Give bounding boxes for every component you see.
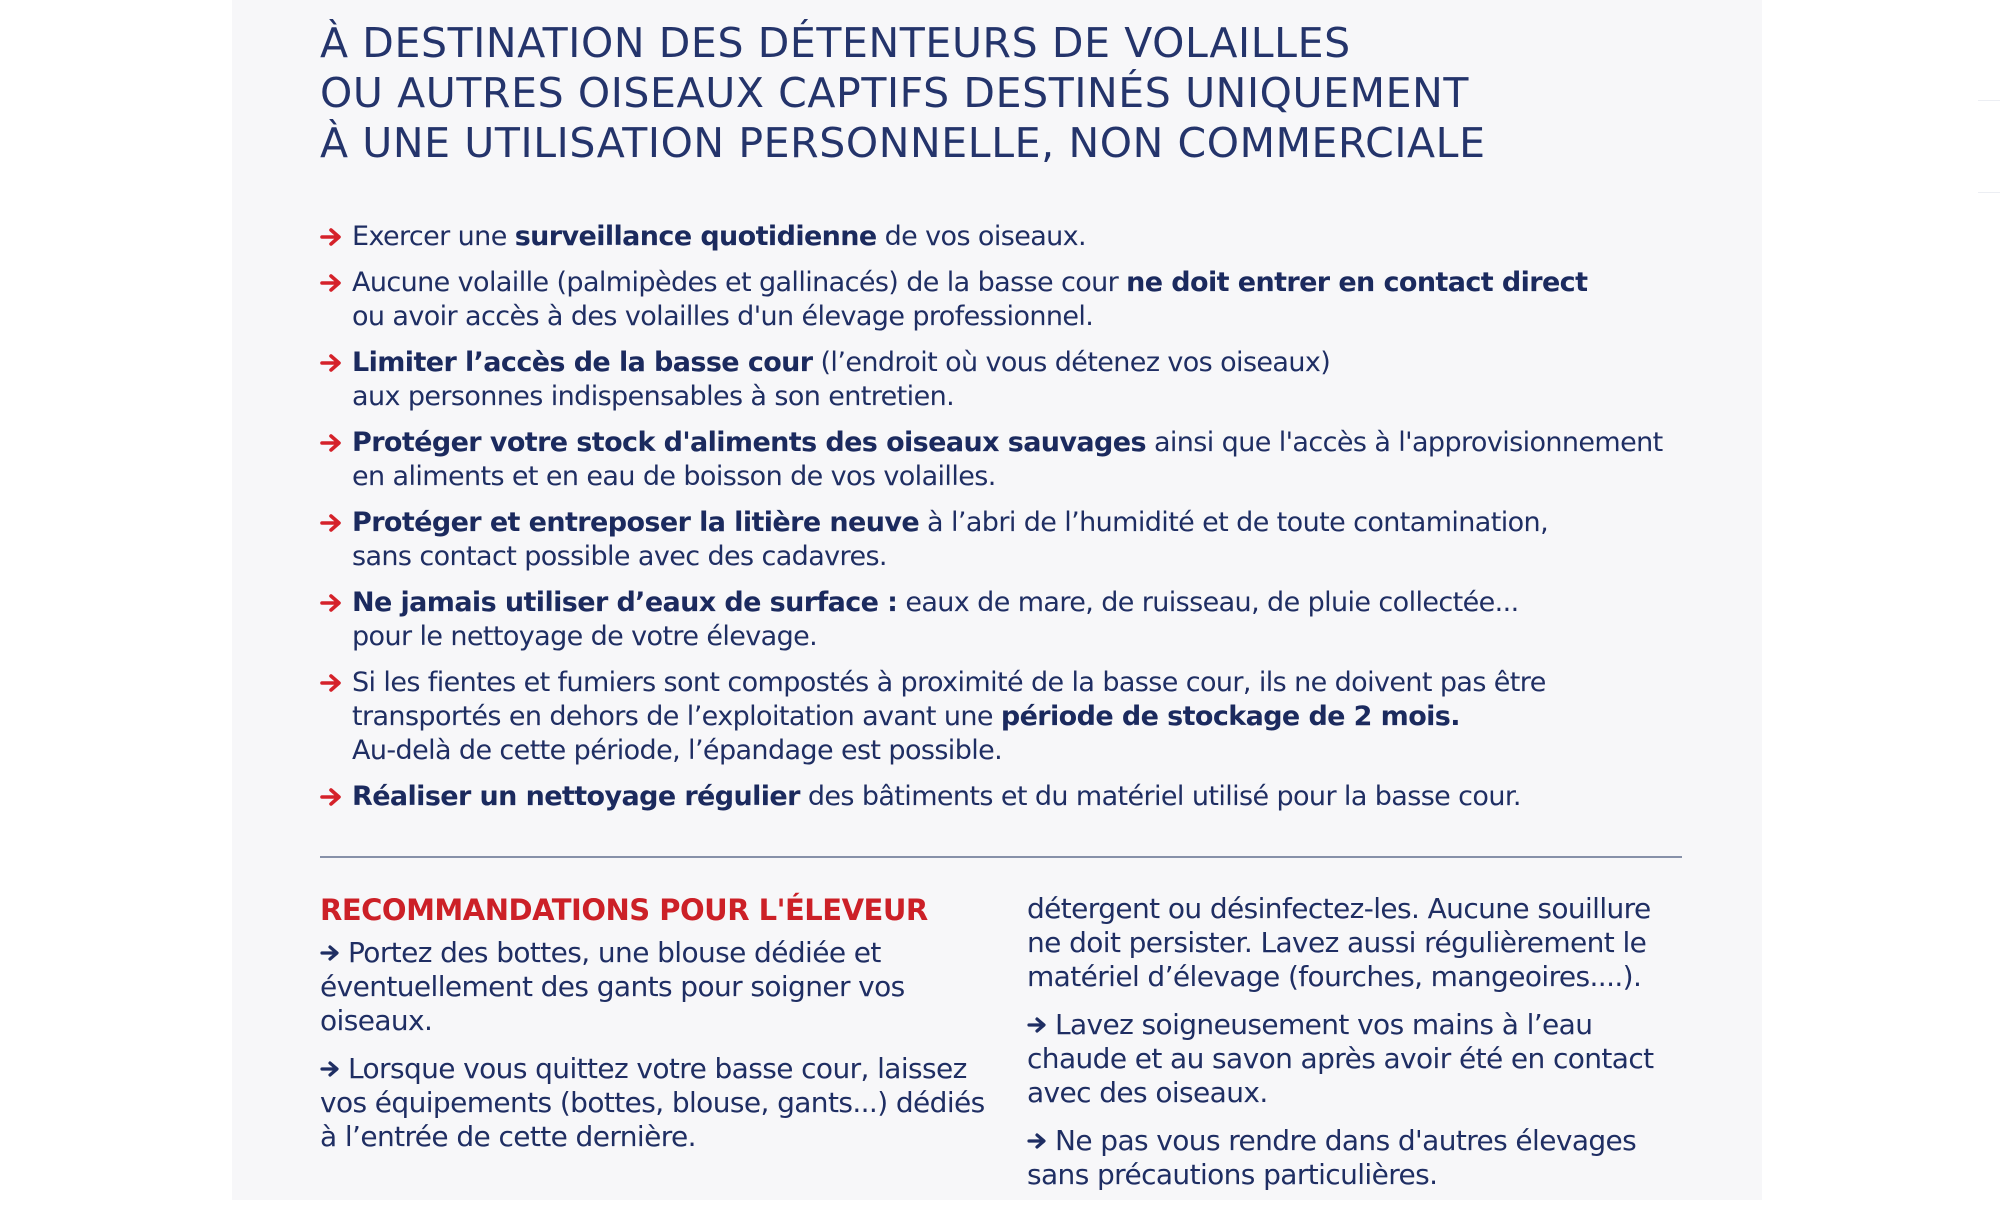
measure-emphasis: Protéger et entreposer la litière neuve (352, 507, 920, 538)
measure-line (352, 266, 1650, 300)
red-arrow-icon (320, 668, 344, 698)
measure-text: aux personnes indispensables à son entretien. (352, 381, 955, 412)
measure-emphasis: surveillance quotidienne (514, 221, 877, 252)
recommendation-text: sans précautions particulières. (1027, 1158, 1438, 1191)
measure-line (352, 460, 1650, 494)
recommendation-line (1027, 926, 1667, 960)
red-arrow-icon (320, 348, 344, 378)
measure-item (320, 586, 1650, 654)
recommendation-line (320, 1052, 980, 1086)
measure-text: transportés en dehors de l’exploitation avant une (352, 701, 1001, 732)
recommendation-line (1027, 1042, 1667, 1076)
recommendation-text: avec des oiseaux. (1027, 1076, 1268, 1109)
recommendation-text: vos équipements (bottes, blouse, gants...) dédiés (320, 1086, 985, 1119)
document-content (320, 18, 1663, 1191)
measure-line (352, 780, 1650, 814)
red-arrow-icon (320, 268, 344, 298)
recommendation-text: à l’entrée de cette dernière. (320, 1120, 696, 1153)
measure-text: des bâtiments et du matériel utilisé pour la basse cour. (799, 781, 1521, 812)
recommendation-line (320, 936, 980, 970)
measure-line (352, 700, 1650, 734)
recommendation-line (320, 1086, 985, 1120)
measure-text: en aliments et en eau de boisson de vos volailles. (352, 461, 996, 492)
measure-text: ou avoir accès à des volailles d'un élevage professionnel. (352, 301, 1094, 332)
recommendation-line (320, 1004, 980, 1038)
recommendations-title: RECOMMANDATIONS POUR L'ÉLEVEUR (320, 893, 928, 927)
recommendation-text: éventuellement des gants pour soigner vos (320, 970, 905, 1003)
arrow-icon (320, 940, 342, 966)
headline-line: À UNE UTILISATION PERSONNELLE, NON COMMERCIALE (320, 119, 1486, 167)
red-arrow-icon (320, 782, 344, 812)
red-arrow-icon (320, 508, 344, 538)
scan-edge-mark (1978, 192, 2000, 193)
measure-item (320, 666, 1650, 768)
measure-line (352, 620, 1650, 654)
measure-line (352, 426, 1663, 460)
red-arrow-icon (320, 222, 344, 252)
measure-line (352, 380, 1650, 414)
measure-text: ainsi que l'accès à l'approvisionnement (1145, 427, 1663, 458)
recommendation-line (1027, 892, 1667, 926)
measure-emphasis: période de stockage de 2 mois. (1000, 701, 1460, 732)
measure-text: Aucune volaille (palmipèdes et gallinacés) de la basse cour (352, 267, 1127, 298)
arrow-icon (320, 1056, 342, 1082)
measure-line (352, 506, 1650, 540)
measure-text: (l’endroit où vous détenez vos oiseaux) (812, 347, 1331, 378)
measure-text: eaux de mare, de ruisseau, de pluie collectée... (897, 587, 1519, 618)
measure-line (352, 734, 1650, 768)
scan-edge-mark (1978, 100, 2000, 101)
recommendation-text: oiseaux. (320, 1004, 433, 1037)
recommendation-line (1027, 1158, 1667, 1192)
measure-item (320, 426, 1663, 494)
measure-text: Exercer une (352, 221, 515, 252)
recommendation-text: Ne pas vous rendre dans d'autres élevages (1055, 1124, 1637, 1157)
recommendation-line (1027, 1076, 1667, 1110)
measures-list (320, 220, 1663, 814)
red-arrow-icon (320, 588, 344, 618)
headline-line: OU AUTRES OISEAUX CAPTIFS DESTINÉS UNIQUEMENT (320, 69, 1470, 117)
headline (320, 18, 1650, 168)
measure-emphasis: Ne jamais utiliser d’eaux de surface : (352, 587, 898, 618)
measure-text: Si les fientes et fumiers sont compostés à proximité de la basse cour, ils ne doivent pas être (352, 667, 1546, 698)
red-arrow-icon (320, 428, 344, 458)
recommendation-line (1027, 1124, 1667, 1158)
measure-emphasis: Protéger votre stock d'aliments des oiseaux sauvages (352, 427, 1146, 458)
headline-line: À DESTINATION DES DÉTENTEURS DE VOLAILLES (320, 19, 1351, 67)
measure-emphasis: ne doit entrer en contact direct (1126, 267, 1588, 298)
measure-text: de vos oiseaux. (876, 221, 1087, 252)
measure-line (352, 346, 1650, 380)
recommendation-text: Lorsque vous quittez votre basse cour, laissez (348, 1052, 967, 1085)
measure-text: sans contact possible avec des cadavres. (352, 541, 887, 572)
measure-item (320, 506, 1650, 574)
recommendation-line (1027, 1008, 1667, 1042)
recommendation-paragraph (1027, 1124, 1667, 1192)
arrow-icon (1027, 1128, 1049, 1154)
recommendation-paragraph (1027, 892, 1667, 994)
measure-line (352, 586, 1650, 620)
recommendation-text: matériel d’élevage (fourches, mangeoires....). (1027, 960, 1642, 993)
recommendations-right-column (1027, 892, 1667, 1206)
recommendations-left-column (320, 892, 985, 1168)
recommendation-text: Lavez soigneusement vos mains à l’eau (1055, 1008, 1593, 1041)
recommendation-paragraph (320, 1052, 985, 1154)
measure-line (352, 666, 1650, 700)
recommendation-paragraph (1027, 1008, 1667, 1110)
arrow-icon (1027, 1012, 1049, 1038)
recommendations-section (320, 892, 1654, 1191)
recommendation-line (320, 1120, 980, 1154)
section-divider (320, 856, 1682, 858)
recommendation-line (1027, 960, 1667, 994)
recommendation-text: ne doit persister. Lavez aussi régulièrement le (1027, 926, 1647, 959)
measure-line (352, 220, 1650, 254)
measure-line (352, 300, 1650, 334)
recommendation-text: chaude et au savon après avoir été en contact (1027, 1042, 1654, 1075)
recommendation-text: Portez des bottes, une blouse dédiée et (348, 936, 881, 969)
measure-item (320, 346, 1650, 414)
measure-item (320, 780, 1650, 814)
recommendation-line (320, 970, 980, 1004)
recommendation-paragraph (320, 936, 980, 1038)
measure-text: Au-delà de cette période, l’épandage est possible. (352, 735, 1003, 766)
measure-emphasis: Réaliser un nettoyage régulier (352, 781, 800, 812)
measure-item (320, 220, 1650, 254)
measure-text: pour le nettoyage de votre élevage. (352, 621, 818, 652)
measure-emphasis: Limiter l’accès de la basse cour (352, 347, 813, 378)
measure-text: à l’abri de l’humidité et de toute contamination, (919, 507, 1549, 538)
measure-item (320, 266, 1650, 334)
recommendation-text: détergent ou désinfectez-les. Aucune souillure (1027, 892, 1651, 925)
measure-line (352, 540, 1650, 574)
